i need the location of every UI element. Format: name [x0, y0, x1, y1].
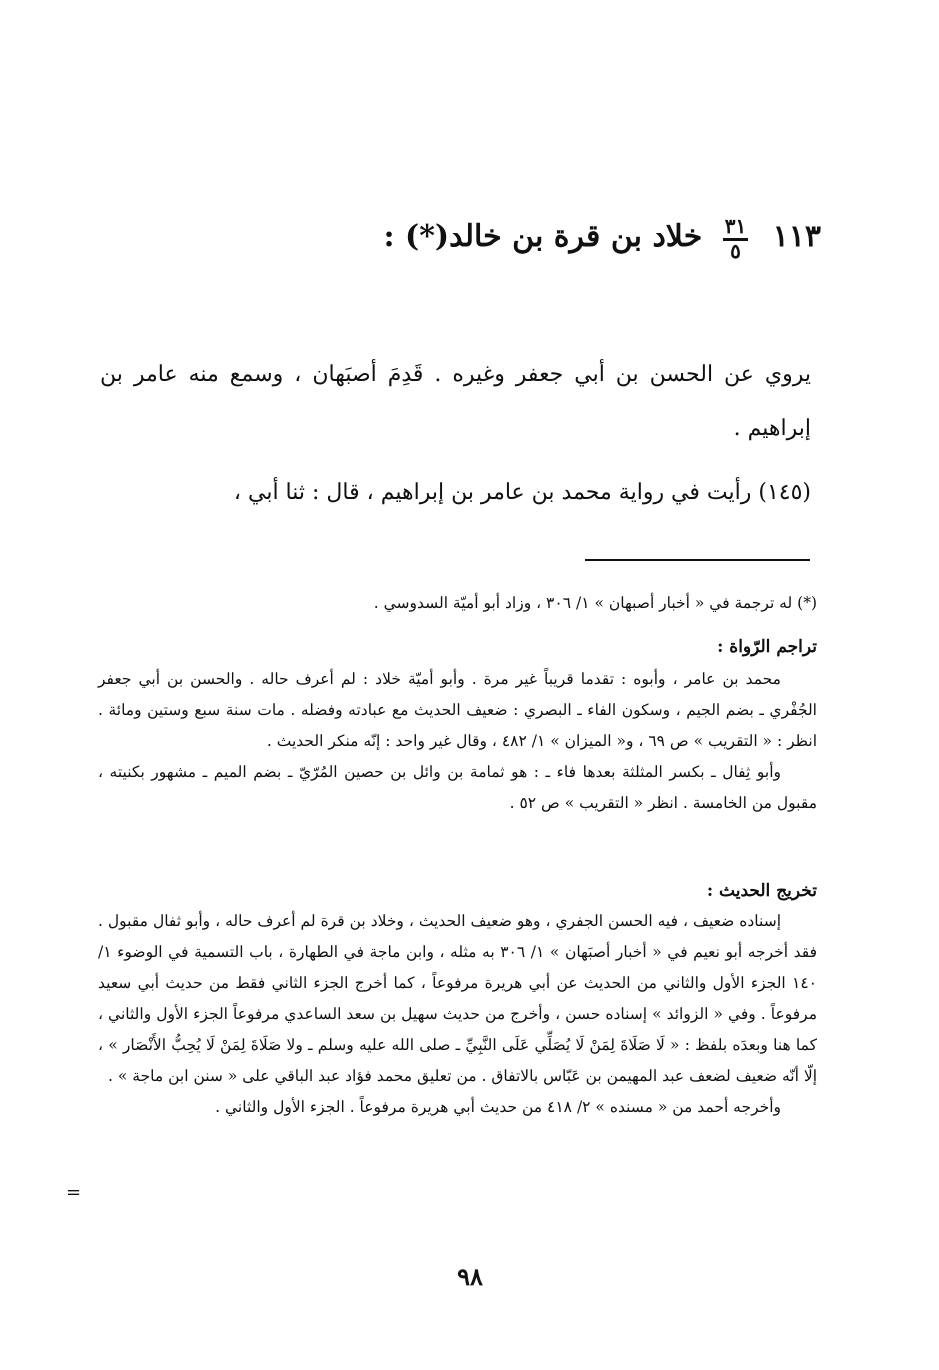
takhrij-paragraph: وأخرجه أحمد من « مسنده » ٢/ ٤١٨ من حديث أبي هريرة مرفوعاً . الجزء الأول والثاني . [215, 1098, 781, 1116]
main-text-hadith [100, 466, 811, 520]
takhrij-section [98, 906, 817, 1123]
star-footnote [98, 588, 817, 619]
page-number: ٩٨ [457, 1262, 483, 1291]
narrators-paragraph: وأبو ثِفال ـ بكسر المثلثة بعدها فاء ـ : هو ثمامة بن وائل بن حصين المُرّيّ ـ بضم الميم ـ مشهور بكنيته ، مقبول من الخامسة . انظر « التقريب » ص ٥٢ . [98, 763, 817, 812]
entry-title: خلاد بن قرة بن خالد(*) : [383, 219, 703, 254]
takhrij-paragraph: إسناده ضعيف ، فيه الحسن الجفري ، وهو ضعيف الحديث ، وخلاد بن قرة لم أعرف حاله ، وأبو ثفال مقبول . فقد أخرجه أبو نعيم في « أخبار أصبَهان » ١/ ٣٠٦ به مثله ، وابن ماجة في الطهارة ، باب التسمية في الوضوء ١/ ١٤٠ الجزء الأول والثاني من الحديث عن أبي هريرة مرفوعاً ، كما أخرج الجزء الثاني فقط من حديث أبي سعيد مرفوعاً . وفي « الزوائد » إسناده حسن ، وأخرج من حديث سهيل بن سعد الساعدي مرفوعاً الجزء الأول والثاني ، كما هنا وبعدَه بلفظ : « لَا صَلَاةَ لِمَنْ لَا يُصَلِّي عَلَى النَّبِيِّ ـ صلى الله عليه وسلم ـ ولا صَلَاةَ لِمَنْ لَا يُحِبُّ الأَنْصَار » ، إلّا أنّه ضعيف لضعف عبد المهيمن بن عَبّاس بالاتفاق . من تعليق محمد فؤاد عبد الباقي على « سنن ابن ماجة » . [98, 912, 818, 1085]
takhrij-heading: تخريج الحديث : [706, 881, 817, 901]
fraction-numerator: ٣١ [723, 216, 748, 241]
entry-heading [120, 212, 821, 262]
continuation-mark: = [66, 1182, 82, 1203]
narrators-section [98, 664, 817, 819]
main-text [100, 348, 811, 456]
entry-number: ١١٣ [772, 219, 821, 254]
hadith-paragraph: (١٤٥) رأيت في رواية محمد بن عامر بن إبراهيم ، قال : ثنا أبي ، [233, 480, 811, 505]
narrators-heading: تراجم الرّواة : [717, 637, 817, 657]
star-note: (*) له ترجمة في « أخبار أصبهان » ١/ ٣٠٦ ، وزاد أبو أميّة السدوسي . [373, 594, 817, 612]
fraction-denominator: ٥ [730, 238, 741, 263]
footnote-separator [585, 559, 810, 561]
main-paragraph: يروي عن الحسن بن أبي جعفر وغيره . قَدِمَ أصبَهان ، وسمع منه عامر بن إبراهيم . [100, 362, 811, 441]
entry-fraction [723, 213, 748, 263]
narrators-paragraph: محمد بن عامر ، وأبوه : تقدما قريباً غير مرة . وأبو أميّة خلاد : لم أعرف حاله . والحسن بن أبي جعفر الجُفْري ـ بضم الجيم ، وسكون الفاء ـ البصري : ضعيف الحديث مع عبادته وفضله . مات سنة سبع وستين ومائة . انظر : « التقريب » ص ٦٩ ، و« الميزان » ١/ ٤٨٢ ، وقال غير واحد : إنّه منكر الحديث . [98, 670, 817, 750]
